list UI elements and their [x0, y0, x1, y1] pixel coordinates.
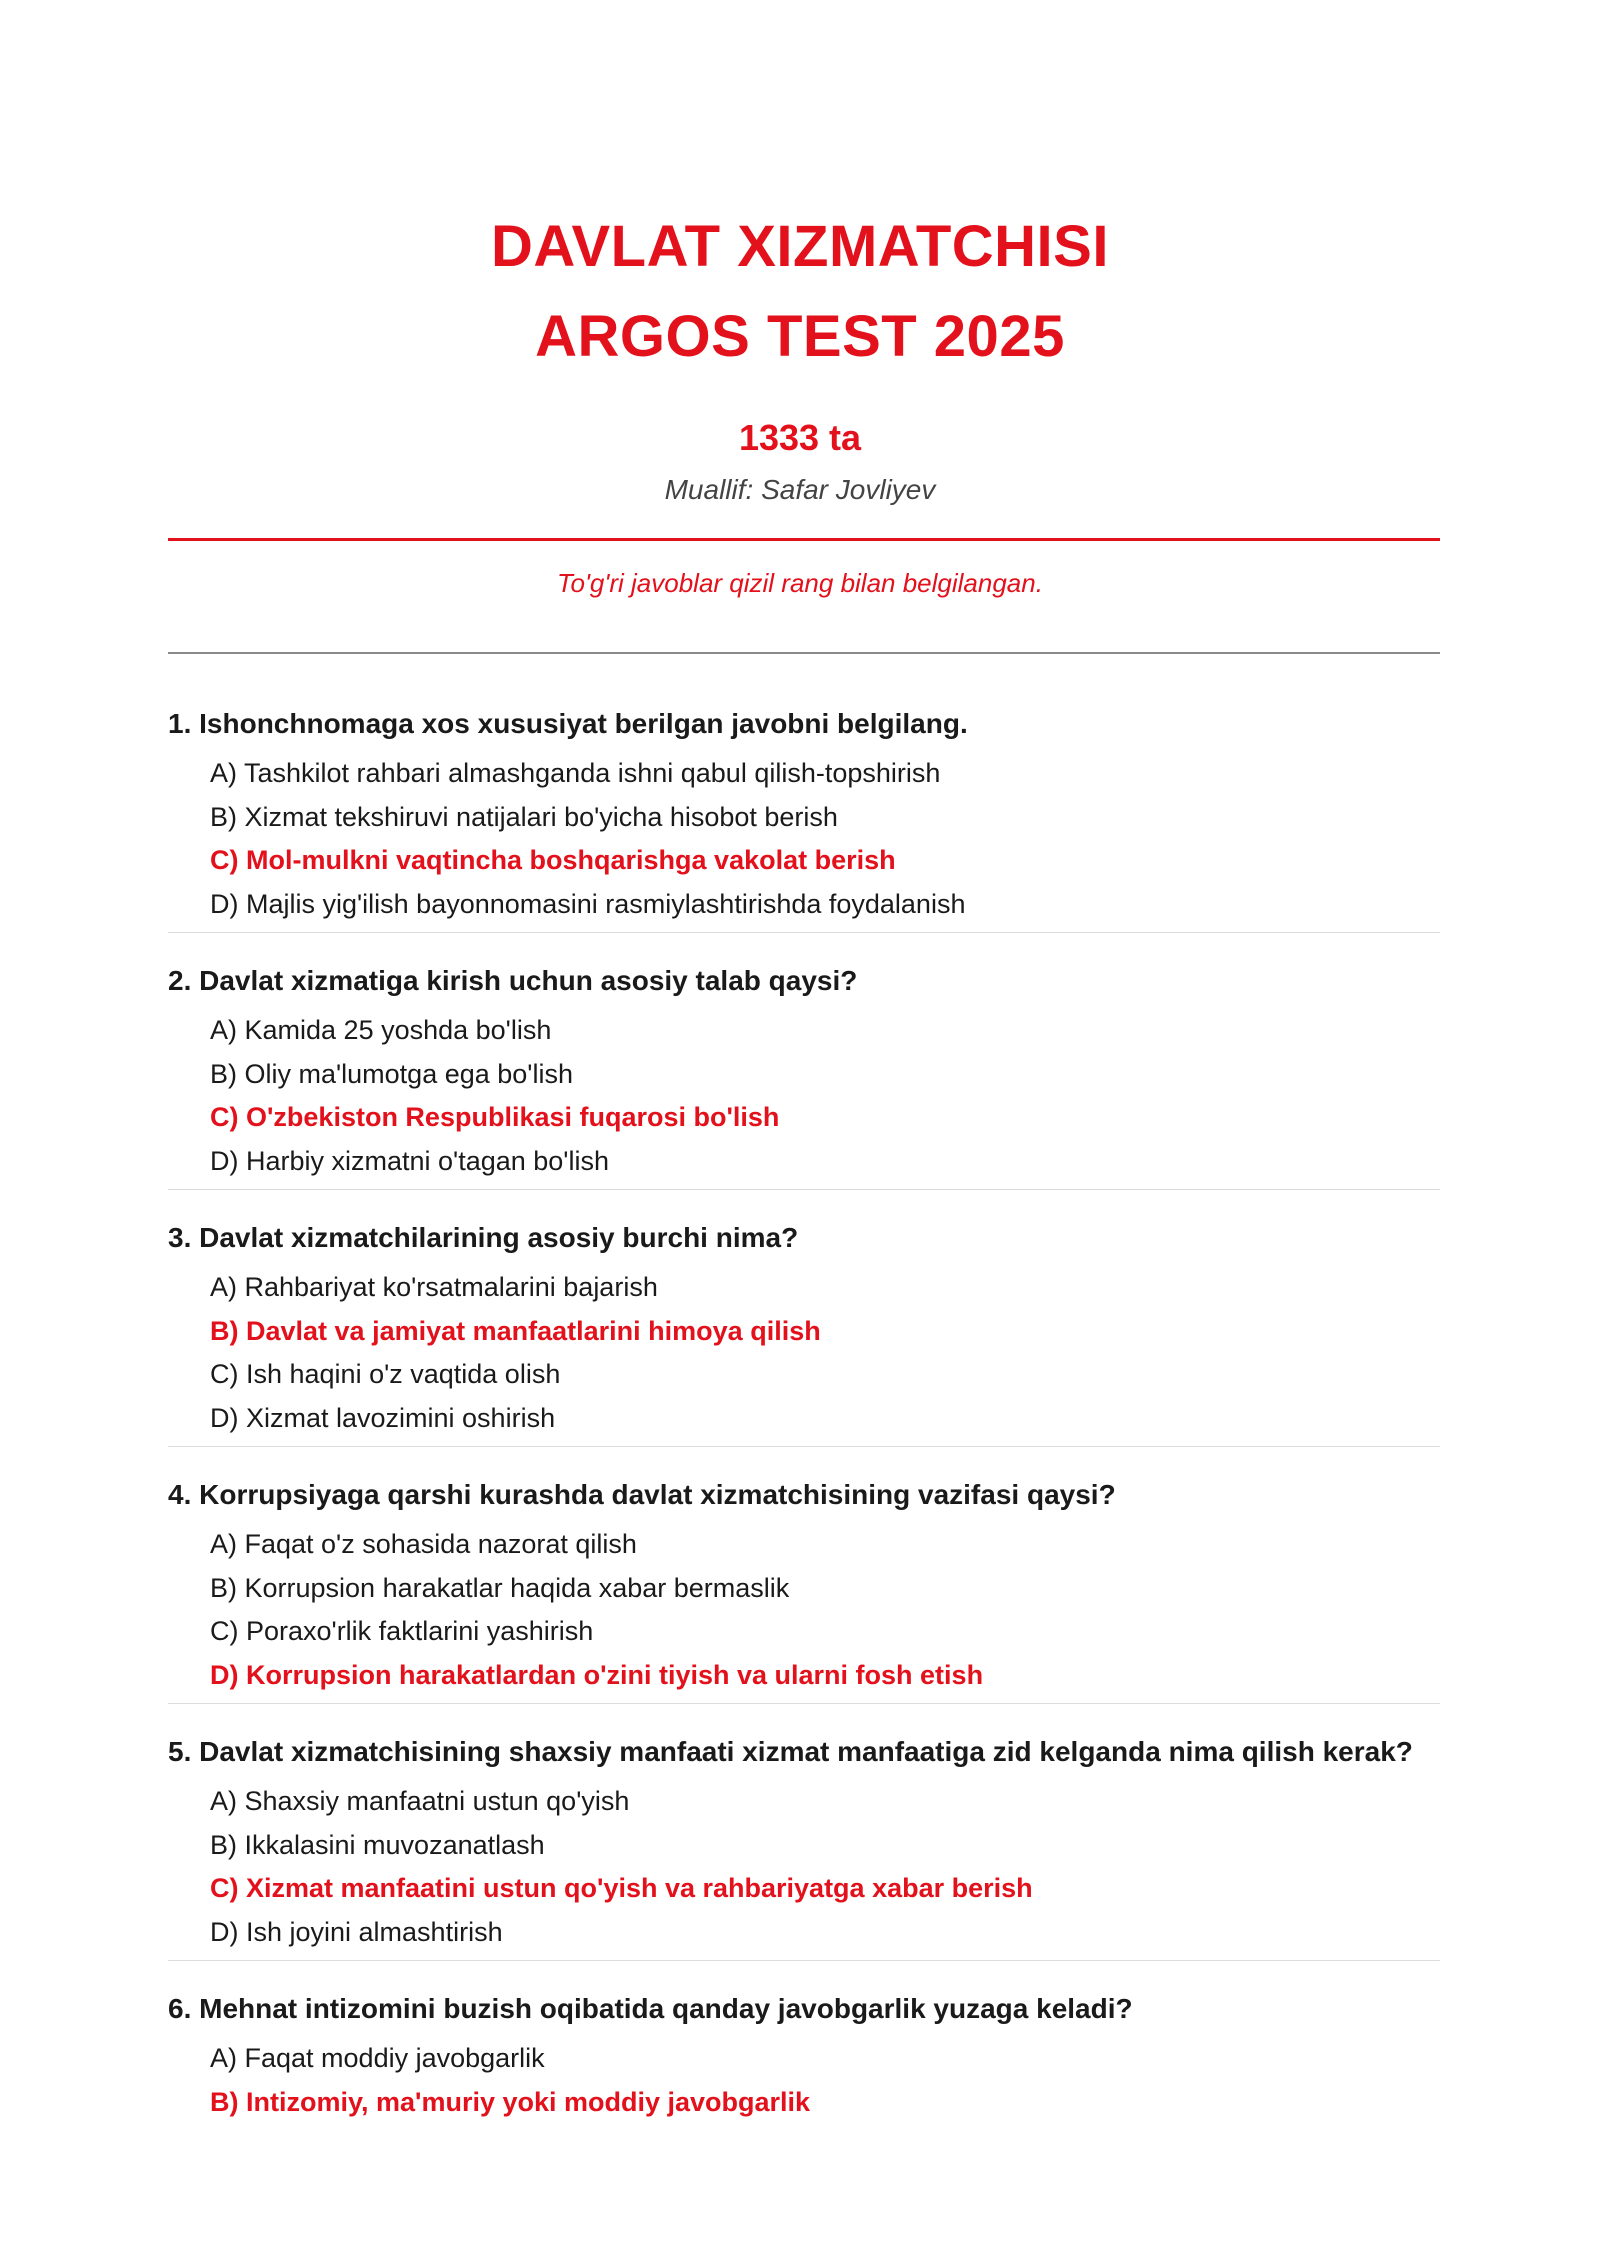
answer-option: B) Oliy ma'lumotga ega bo'lish [210, 1058, 573, 1089]
answer-option: C) Poraxo'rlik faktlarini yashirish [210, 1616, 594, 1646]
gray-divider [168, 652, 1440, 654]
answer-option: A) Kamida 25 yoshda bo'lish [210, 1015, 552, 1045]
question-text: 5. Davlat xizmatchisining shaxsiy manfaati xizmat manfaatiga zid kelganda nima qilish kerak? [168, 1736, 1413, 1767]
answer-option: A) Tashkilot rahbari almashganda ishni qabul qilish-topshirish [210, 758, 941, 788]
question-text: 1. Ishonchnomaga xos xususiyat berilgan javobni belgilang. [168, 708, 968, 739]
answer-key-note: To'g'ri javoblar qizil rang bilan belgilangan. [557, 568, 1043, 598]
question-count: 1333 ta [738, 417, 862, 458]
question-block [168, 702, 1440, 933]
answer-option-correct: D) Korrupsion harakatlardan o'zini tiyish va ularni fosh etish [210, 1659, 984, 1690]
question-text: 6. Mehnat intizomini buzish oqibatida qanday javobgarlik yuzaga keladi? [168, 1993, 1133, 2024]
answer-option: A) Rahbariyat ko'rsatmalarini bajarish [210, 1272, 658, 1302]
answer-option: D) Ish joyini almashtirish [210, 1916, 503, 1947]
answer-option: C) Ish haqini o'z vaqtida olish [210, 1359, 561, 1389]
answer-option-correct: C) Xizmat manfaatini ustun qo'yish va rahbariyatga xabar berish [210, 1873, 1033, 1903]
answer-option: D) Xizmat lavozimini oshirish [210, 1402, 556, 1433]
document-title-line-2: ARGOS TEST 2025 [535, 304, 1065, 369]
question-text: 2. Davlat xizmatiga kirish uchun asosiy talab qaysi? [168, 965, 858, 996]
question-block [168, 1216, 1440, 1447]
question-list [168, 702, 1440, 2156]
question-text: 3. Davlat xizmatchilarining asosiy burchi nima? [168, 1222, 799, 1253]
answer-option: A) Faqat moddiy javobgarlik [210, 2043, 545, 2073]
answer-option: B) Xizmat tekshiruvi natijalari bo'yicha hisobot berish [210, 801, 838, 832]
question-text: 4. Korrupsiyaga qarshi kurashda davlat xizmatchisining vazifasi qaysi? [168, 1479, 1116, 1510]
question-block [168, 1473, 1440, 1704]
question-block [168, 1730, 1440, 1961]
author-line: Muallif: Safar Jovliyev [664, 474, 936, 505]
answer-option-correct: C) O'zbekiston Respublikasi fuqarosi bo'lish [210, 1102, 780, 1132]
answer-option-correct: B) Davlat va jamiyat manfaatlarini himoya qilish [210, 1315, 821, 1346]
answer-option: B) Ikkalasini muvozanatlash [210, 1829, 545, 1860]
answer-option: D) Majlis yig'ilish bayonnomasini rasmiylashtirishda foydalanish [210, 888, 966, 919]
red-divider [168, 538, 1440, 541]
answer-option: A) Faqat o'z sohasida nazorat qilish [210, 1529, 637, 1559]
answer-option: B) Korrupsion harakatlar haqida xabar bermaslik [210, 1572, 790, 1603]
answer-option-correct: B) Intizomiy, ma'muriy yoki moddiy javobgarlik [210, 2086, 811, 2117]
answer-option-correct: C) Mol-mulkni vaqtincha boshqarishga vakolat berish [210, 845, 896, 875]
answer-option: D) Harbiy xizmatni o'tagan bo'lish [210, 1145, 609, 1176]
answer-option: A) Shaxsiy manfaatni ustun qo'yish [210, 1786, 630, 1816]
document-title-line-1: DAVLAT XIZMATCHISI [491, 214, 1109, 279]
question-block [168, 1987, 1440, 2130]
question-block [168, 959, 1440, 1190]
